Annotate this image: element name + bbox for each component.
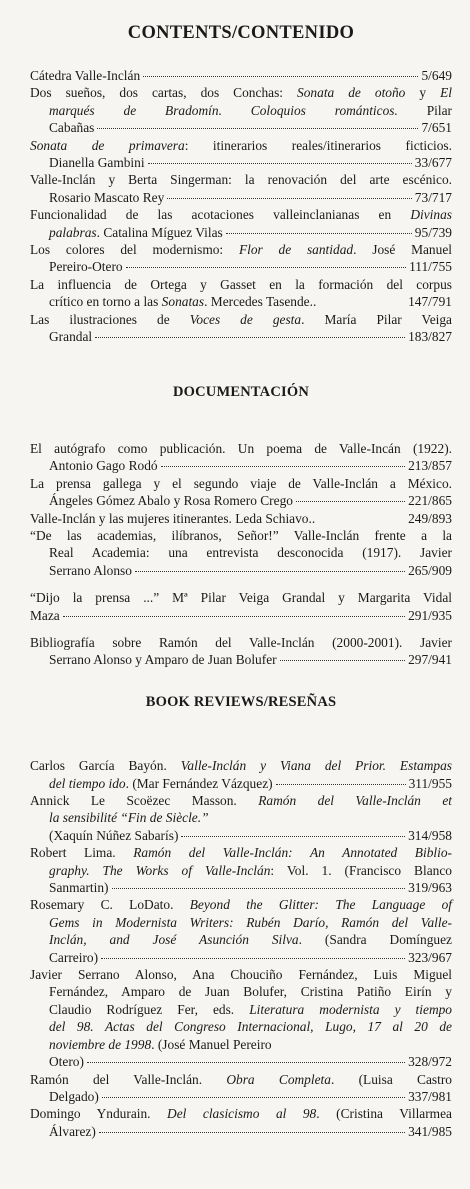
reviews-list bbox=[30, 757, 452, 1140]
entry-text: Delgado) bbox=[49, 1088, 99, 1104]
page-number: 147/791 bbox=[408, 294, 452, 310]
dot-leader bbox=[112, 888, 406, 889]
page-number: 311/955 bbox=[408, 775, 452, 791]
page-number: 221/865 bbox=[408, 493, 452, 509]
entry-line: Claudio Rodríguez Fer, eds. Literatura modernista y tiempo bbox=[49, 1001, 452, 1017]
entry-line: Annick Le Scoëzec Masson. Ramón del Valle-Inclán et bbox=[30, 793, 452, 808]
entry-text: Cátedra Valle-Inclán bbox=[30, 68, 141, 83]
entry-text: Ángeles Gómez Abalo y Rosa Romero Crego bbox=[49, 493, 293, 509]
toc-entry bbox=[30, 966, 452, 1070]
entry-line: Las ilustraciones de Voces de gesta. María Pilar Veiga bbox=[30, 311, 452, 327]
page-number: 265/909 bbox=[408, 562, 452, 578]
page-number: 314/958 bbox=[408, 827, 452, 843]
entry-text: Grandal bbox=[49, 329, 93, 345]
entry-text: Pereiro-Otero bbox=[49, 259, 123, 275]
entry-text: crítico en torno a las Sonatas. Mercedes Tasende.. bbox=[49, 294, 317, 310]
entry-text: Dianella Gambini bbox=[49, 155, 145, 171]
entry-line: Inclán, and José Asunción Silva. (Sandra Domínguez bbox=[49, 932, 452, 948]
dot-leader bbox=[135, 571, 405, 572]
dot-leader bbox=[101, 958, 405, 959]
page-title: CONTENTS/CONTENIDO bbox=[127, 23, 355, 43]
page-number: 328/972 bbox=[408, 1054, 452, 1070]
entry-line: Domingo Yndurain. Del clasicismo al 98. (Cristina Villarmea bbox=[30, 1106, 452, 1122]
page-number: 337/981 bbox=[408, 1088, 452, 1104]
entry-line: “Dijo la prensa ...” Mª Pilar Veiga Grandal y Margarita Vidal bbox=[30, 590, 452, 606]
toc-entry bbox=[30, 241, 452, 276]
entry-line: noviembre de 1998. (José Manuel Pereiro bbox=[49, 1036, 272, 1052]
entry-line: Fernández, Amparo de Juan Bolufer, Cristina Patiño Eirín y bbox=[49, 984, 452, 1000]
toc-entry bbox=[30, 757, 452, 792]
entry-line: Ramón del Valle-Inclán. Obra Completa. (Luisa Castro bbox=[30, 1071, 452, 1087]
documentacion-list bbox=[30, 440, 452, 669]
entry-line: graphy. The Works of Valle-Inclán: Vol. 1. (Francisco Blanco bbox=[49, 862, 452, 878]
entry-text: Rosario Mascato Rey bbox=[49, 189, 165, 205]
entry-line: Robert Lima. Ramón del Valle-Inclán: An Annotated Biblio- bbox=[30, 845, 452, 861]
dot-leader bbox=[87, 1062, 405, 1063]
entry-line: Bibliografía sobre Ramón del Valle-Inclán (2000-2001). Javier bbox=[30, 634, 452, 650]
page-number: 111/755 bbox=[409, 259, 452, 275]
entry-line: La prensa gallega y el segundo viaje de Valle-Inclán a México. bbox=[30, 475, 452, 491]
entry-line: La influencia de Ortega y Gasset en la formación del corpus bbox=[30, 276, 452, 292]
entry-line: Funcionalidad de las acotaciones valleinclanianas en Divinas bbox=[30, 207, 452, 223]
dot-leader bbox=[161, 466, 405, 467]
entry-line: marqués de Bradomín. Coloquios románticos. Pilar bbox=[49, 102, 453, 118]
page-number: 297/941 bbox=[408, 652, 452, 668]
toc-entry bbox=[30, 137, 452, 172]
entry-text: Antonio Gago Rodó bbox=[49, 458, 158, 474]
entry-line: la sensibilité “Fin de Siècle.” bbox=[49, 810, 209, 826]
page-number: 7/651 bbox=[421, 120, 452, 136]
page-number: 95/739 bbox=[414, 224, 452, 240]
documentacion-heading: DOCUMENTACIÓN bbox=[172, 383, 310, 400]
dot-leader bbox=[99, 1132, 405, 1133]
page-number: 33/677 bbox=[414, 155, 452, 171]
toc-entry bbox=[30, 276, 452, 311]
dot-leader bbox=[296, 501, 405, 502]
toc-entry bbox=[30, 527, 452, 579]
page-number: 291/935 bbox=[408, 607, 452, 623]
entry-line: Real Academia: una entrevista desconocida (1917). Javier bbox=[49, 545, 452, 561]
dot-leader bbox=[95, 337, 405, 338]
entry-text: Sanmartin) bbox=[49, 880, 109, 896]
dot-leader bbox=[280, 660, 405, 661]
toc-entry bbox=[30, 475, 452, 510]
page-number: 73/717 bbox=[414, 189, 452, 205]
toc-entry bbox=[30, 844, 452, 896]
entry-line: del 98. Actas del Congreso Internacional, Lugo, 17 al 20 de bbox=[49, 1019, 452, 1035]
entry-line: Los colores del modernismo: Flor de santidad. José Manuel bbox=[30, 242, 452, 258]
toc-entry bbox=[30, 171, 452, 206]
toc-entry bbox=[30, 206, 452, 241]
dot-leader bbox=[126, 267, 406, 268]
toc-entry bbox=[30, 440, 452, 475]
entry-text: Serrano Alonso y Amparo de Juan Bolufer bbox=[49, 652, 277, 668]
toc-entry bbox=[30, 1105, 452, 1140]
dot-leader bbox=[167, 198, 412, 199]
entry-text: Maza bbox=[30, 607, 60, 623]
dot-leader bbox=[148, 163, 412, 164]
entry-text: Serrano Alonso bbox=[49, 562, 132, 578]
page-number: 323/967 bbox=[408, 949, 452, 965]
entry-text: Carreiro) bbox=[49, 949, 99, 965]
entry-line: Javier Serrano Alonso, Ana Chouciño Fernández, Luis Miguel bbox=[30, 967, 452, 983]
entry-line: El autógrafo como publicación. Un poema de Valle-Incán (1922). bbox=[30, 440, 452, 456]
page-number: 319/963 bbox=[408, 880, 452, 896]
toc-entry bbox=[30, 1071, 452, 1106]
contents-list bbox=[30, 67, 452, 346]
entry-line: “De las academias, ilíbranos, Señor!” Valle-Inclán frente a la bbox=[30, 527, 452, 543]
page-number: 213/857 bbox=[408, 458, 452, 474]
page-number: 341/985 bbox=[408, 1123, 452, 1139]
dot-leader bbox=[143, 76, 418, 77]
dot-leader bbox=[276, 784, 406, 785]
entry-text: (Xaquín Núñez Sabarís) bbox=[49, 827, 179, 843]
page-number: 249/893 bbox=[408, 510, 452, 526]
toc-entry bbox=[30, 589, 452, 624]
entry-line: Valle-Inclán y Berta Singerman: la renovación del arte escénico. bbox=[30, 172, 452, 188]
entry-line: Dos sueños, dos cartas, dos Conchas: Sonata de otoño y El bbox=[30, 85, 453, 101]
dot-leader bbox=[97, 128, 418, 129]
toc-entry bbox=[30, 510, 452, 527]
toc-entry bbox=[30, 84, 452, 136]
entry-text: Valle-Inclán y las mujeres itinerantes. Leda Schiavo.. bbox=[30, 510, 316, 526]
dot-leader bbox=[102, 1097, 405, 1098]
dot-leader bbox=[226, 233, 412, 234]
entry-line: Rosemary C. LoDato. Beyond the Glitter: The Language of bbox=[30, 897, 452, 913]
page-number: 183/827 bbox=[408, 329, 452, 345]
toc-entry bbox=[30, 634, 452, 669]
toc-entry bbox=[30, 67, 452, 84]
entry-line: Carlos García Bayón. Valle-Inclán y Viana del Prior. Estampas bbox=[30, 758, 453, 774]
entry-line: Gems in Modernista Writers: Rubén Darío, Ramón del Valle- bbox=[49, 914, 452, 930]
toc-entry bbox=[30, 311, 452, 346]
entry-text: del tiempo ido. (Mar Fernández Vázquez) bbox=[49, 775, 273, 791]
entry-text: Álvarez) bbox=[49, 1123, 96, 1139]
entry-line: Sonata de primavera: itinerarios reales/itinerarios ficticios. bbox=[30, 137, 452, 153]
entry-text: Cabañas bbox=[49, 120, 95, 136]
toc-entry bbox=[30, 896, 452, 966]
dot-leader bbox=[63, 616, 405, 617]
reviews-heading: BOOK REVIEWS/RESEÑAS bbox=[145, 693, 337, 710]
toc-entry bbox=[30, 792, 452, 844]
entry-text: palabras. Catalina Míguez Vilas bbox=[49, 224, 223, 240]
page-number: 5/649 bbox=[421, 68, 452, 83]
dot-leader bbox=[181, 836, 405, 837]
entry-text: Otero) bbox=[49, 1054, 84, 1070]
